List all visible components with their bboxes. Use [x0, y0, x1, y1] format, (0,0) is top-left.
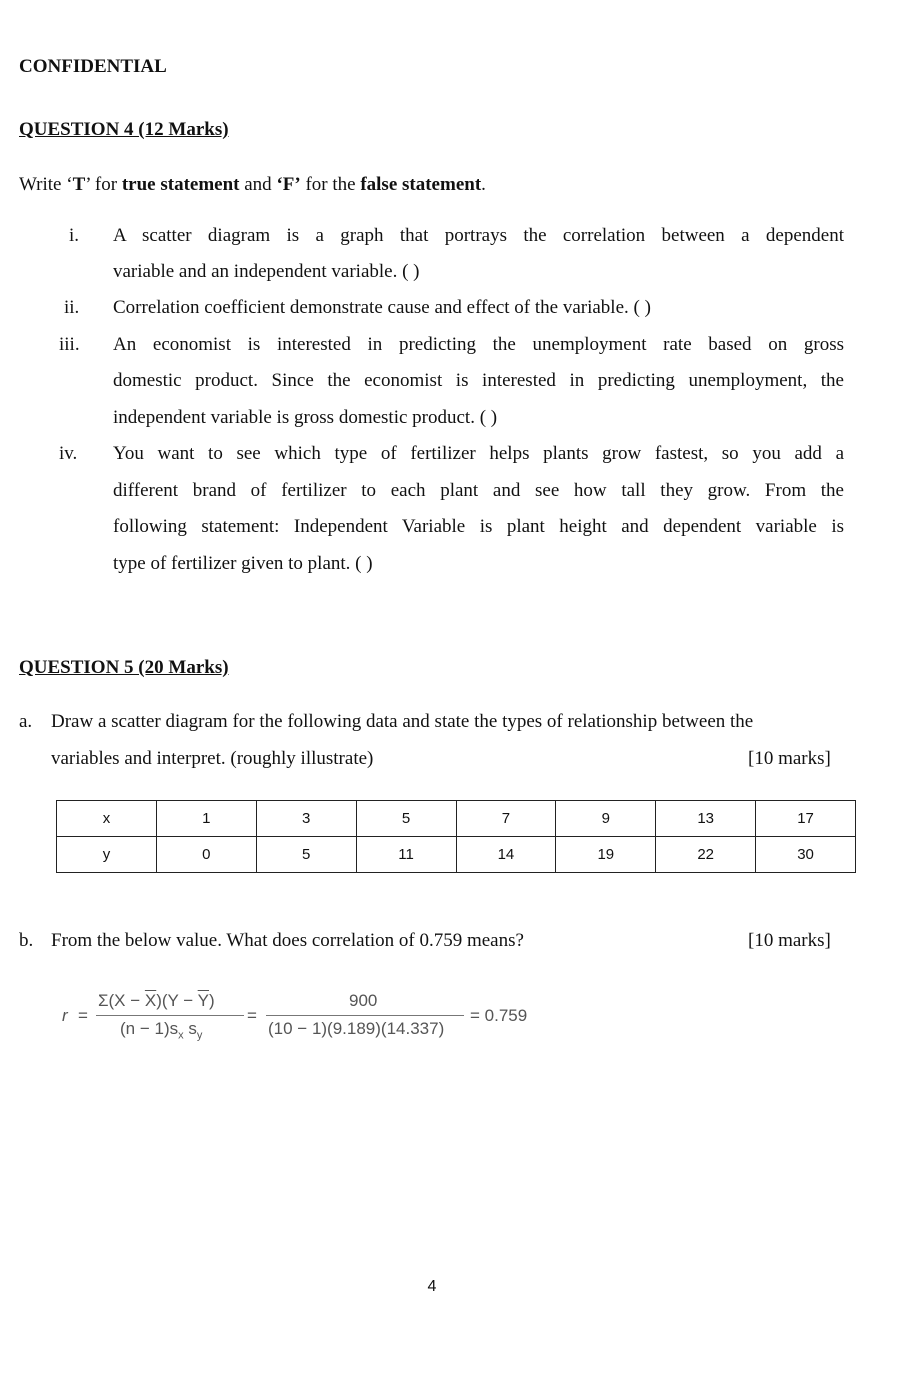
table-cell: 5 — [356, 801, 456, 837]
table-cell: 5 — [256, 837, 356, 873]
table-cell: 22 — [656, 837, 756, 873]
confidential-label: CONFIDENTIAL — [19, 56, 167, 77]
table-cell: 17 — [756, 801, 856, 837]
item-iv-line-1: You want to see which type of fertilizer helps plants grow fastest, so you add a — [113, 443, 844, 464]
formula-r: r — [62, 1006, 68, 1025]
item-number-ii: ii. — [64, 297, 80, 318]
formula-equals-1: = — [78, 1006, 88, 1025]
table-cell: 13 — [656, 801, 756, 837]
table-cell: 7 — [456, 801, 556, 837]
question-4-instruction: Write ‘T’ for true statement and ‘F’ for the false statement. — [19, 174, 486, 195]
part-a-line-2: variables and interpret. (roughly illustrate) — [51, 748, 374, 769]
table-cell: 14 — [456, 837, 556, 873]
item-iv-line-3: following statement: Independent Variable is plant height and dependent variable is — [113, 516, 844, 537]
item-iv-line-2: different brand of fertilizer to each plant and see how tall they grow. From the — [113, 480, 844, 501]
part-a-marks: [10 marks] — [748, 748, 831, 769]
item-ii-line-1: Correlation coefficient demonstrate cause and effect of the variable. ( ) — [113, 297, 651, 318]
x-bar: $\overline{X}$ — [144, 991, 157, 1010]
table-cell: 11 — [356, 837, 456, 873]
table-cell: 3 — [256, 801, 356, 837]
item-iii-line-3: independent variable is gross domestic product. ( ) — [113, 407, 498, 428]
item-i-line-2: variable and an independent variable. ( ) — [113, 261, 420, 282]
data-table — [56, 800, 856, 873]
item-number-iii: iii. — [59, 334, 80, 355]
item-iii-line-2: domestic product. Since the economist is interested in predicting unemployment, the — [113, 370, 844, 391]
part-a-line-1: Draw a scatter diagram for the following data and state the types of relationship between the — [51, 711, 754, 732]
question-4-title: QUESTION 4 (12 Marks) — [19, 119, 229, 140]
fraction-bar-1 — [96, 1015, 244, 1016]
formula-result: = 0.759 — [470, 1006, 528, 1025]
item-number-i: i. — [69, 225, 80, 246]
table-cell: 9 — [556, 801, 656, 837]
table-cell: 30 — [756, 837, 856, 873]
part-a-label: a. — [19, 711, 33, 732]
y-bar: $\overline{Y}$ — [197, 991, 209, 1010]
page-number: 4 — [427, 1278, 437, 1295]
table-cell: 0 — [156, 837, 256, 873]
part-b-text: From the below value. What does correlation of 0.759 means? — [51, 930, 524, 951]
table-header-x: x — [57, 801, 157, 837]
formula-denominator-value: (10 − 1)(9.189)(14.337) — [268, 1019, 445, 1038]
item-number-iv: iv. — [59, 443, 78, 464]
fraction-bar-2 — [266, 1015, 464, 1016]
part-b-marks: [10 marks] — [748, 930, 831, 951]
part-b-label: b. — [19, 930, 34, 951]
item-iii-line-1: An economist is interested in predicting the unemployment rate based on gross — [113, 334, 844, 355]
table-row-y — [57, 837, 856, 873]
formula-numerator-value: 900 — [349, 991, 378, 1010]
formula-equals-2: = — [247, 1006, 257, 1025]
question-5-title: QUESTION 5 (20 Marks) — [19, 657, 229, 678]
table-row-x — [57, 801, 856, 837]
item-i-line-1: A scatter diagram is a graph that portrays the correlation between a dependent — [113, 225, 844, 246]
table-cell: 19 — [556, 837, 656, 873]
formula-denominator: $(n - 1)s_x$ $s_y$ — [120, 1019, 203, 1042]
table-cell: 1 — [156, 801, 256, 837]
formula-numerator: $\Sigma(X - \overline{X})(Y - \overline{Y})$ — [98, 991, 215, 1010]
table-header-y: y — [57, 837, 157, 873]
item-iv-line-4: type of fertilizer given to plant. ( ) — [113, 553, 373, 574]
correlation-formula — [58, 988, 558, 1048]
